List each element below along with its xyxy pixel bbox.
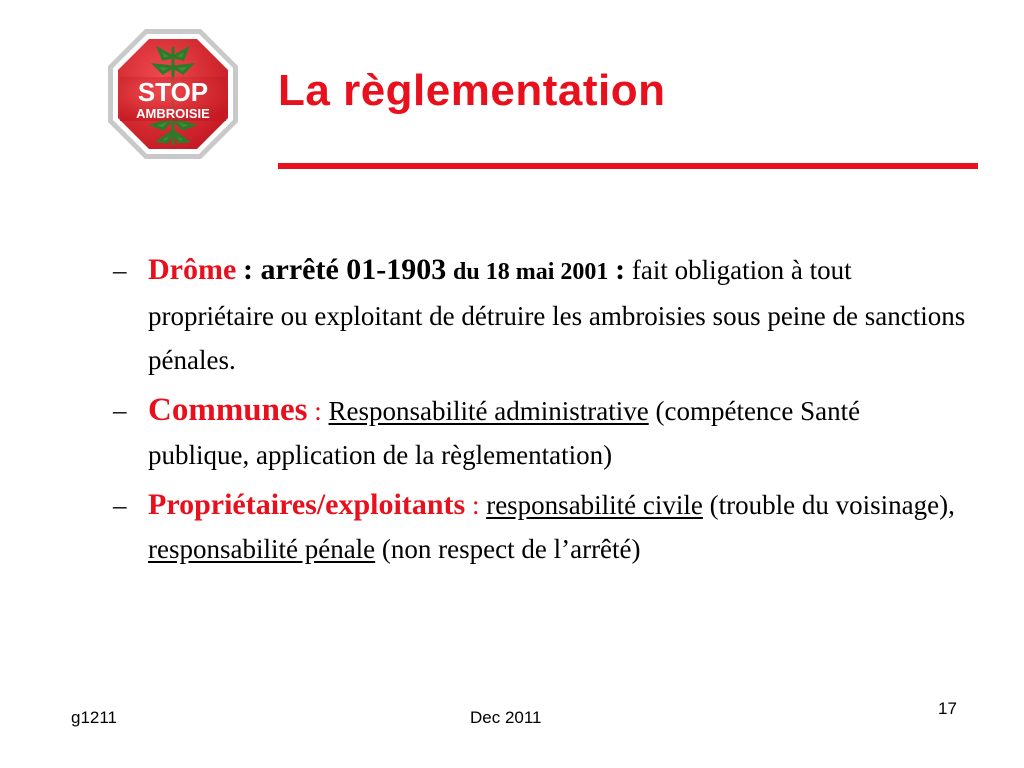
footer-left-text: g1211: [71, 708, 118, 727]
bullet-proprietaires-name: Propriétaires/exploitants: [148, 488, 466, 521]
bullet-communes-text: (compétence Santé publique, application de la règlementation): [148, 396, 861, 470]
stop-ambroisie-logo: [106, 27, 240, 161]
bullet-proprietaires: [113, 483, 968, 571]
bullet-drome-colon: :: [615, 253, 626, 286]
footer-date: Dec 2011: [470, 708, 542, 727]
bullet-drome-text: fait obligation à tout propriétaire ou exploitant de détruire les ambroisies sous peine de sanctions pénales.: [148, 255, 966, 375]
bullet-dash: –: [113, 490, 127, 520]
slide-title: La règlementation: [278, 66, 666, 115]
bullet-drome-date: du 18 mai 2001: [453, 259, 609, 285]
bullet-communes-name: Communes: [148, 392, 308, 428]
bullet-proprietaires-text2: (non respect de l’arrêté): [381, 534, 641, 564]
bullet-communes: [113, 388, 968, 477]
bullet-proprietaires-penal: responsabilité pénale: [148, 534, 376, 564]
logo-ambroisie-text: AMBROISIE: [136, 106, 210, 121]
bullet-list: [113, 248, 968, 577]
bullet-drome: [113, 248, 968, 382]
bullet-drome-arrete: : arrêté 01-1903: [243, 253, 447, 286]
bullet-proprietaires-civil: responsabilité civile: [486, 490, 703, 520]
bullet-communes-colon: :: [314, 396, 322, 426]
bullet-dash: –: [113, 395, 127, 425]
bullet-communes-responsibility: Responsabilité administrative: [328, 396, 649, 426]
logo-stop-text: STOP: [137, 77, 209, 107]
title-underline-rule: [278, 163, 978, 169]
bullet-dash: –: [113, 255, 127, 285]
slide-number: 17: [938, 699, 957, 718]
bullet-drome-name: Drôme: [148, 253, 237, 286]
bullet-proprietaires-colon: :: [471, 490, 480, 520]
bullet-proprietaires-text1: (trouble du voisinage),: [709, 490, 955, 520]
